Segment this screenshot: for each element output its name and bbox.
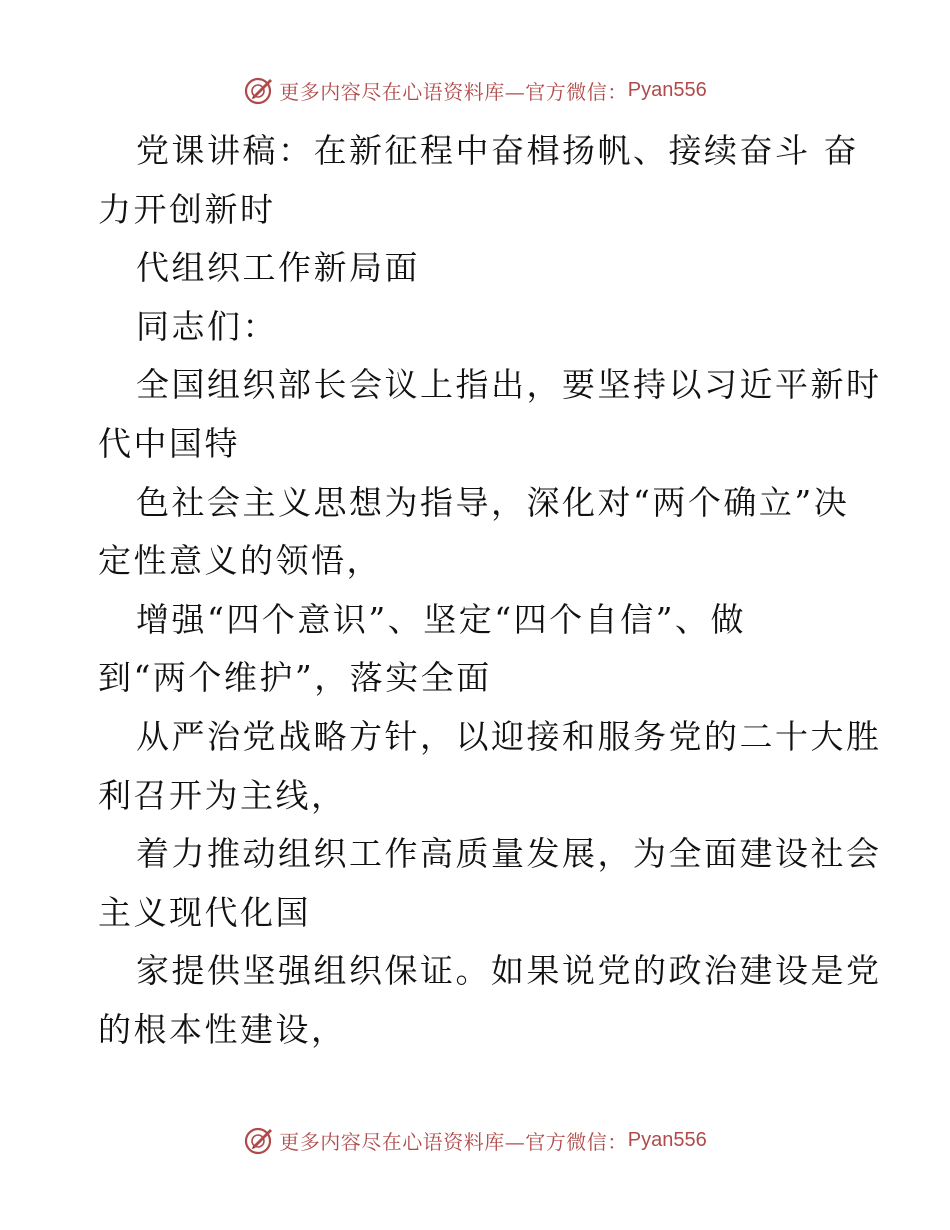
paragraph-line: 代中国特 [98,423,240,463]
paragraph-line: 从严治党战略方针，以迎接和服务党的二十大胜 [136,716,882,756]
quill-seal-icon [243,74,275,106]
banner-wechat-id: Pyan556 [627,78,707,101]
salutation: 同志们： [136,306,278,346]
paragraph-line: 到“两个维护”，落实全面 [98,658,492,698]
paragraph-line: 主义现代化国 [98,892,311,932]
header-banner [0,72,950,108]
paragraph-line: 增强“四个意识”、坚定“四个自信”、做 [136,599,746,639]
banner-text: 更多内容尽在心语资料库—官方微信： [279,79,628,104]
document-body [98,122,882,1060]
title-line: 党课讲稿：在新征程中奋楫扬帆、接续奋斗 奋 [136,131,859,170]
paragraph-line: 的根本性建设， [98,1009,347,1049]
paragraph-line: 着力推动组织工作高质量发展，为全面建设社会 [136,834,882,874]
banner-text: 更多内容尽在心语资料库—官方微信： [279,1129,628,1154]
banner-wechat-id: Pyan556 [627,1128,707,1151]
title-line: 力开创新时 [98,189,276,229]
footer-banner [0,1122,950,1158]
paragraph-line: 定性意义的领悟， [98,541,382,581]
paragraph-line: 家提供坚强组织保证。如果说党的政治建设是党 [136,951,882,991]
paragraph-line: 全国组织部长会议上指出，要坚持以习近平新时 [136,365,882,405]
quill-seal-icon [243,1124,275,1156]
paragraph-line: 利召开为主线， [98,775,347,815]
title-line: 代组织工作新局面 [136,248,420,288]
paragraph-line: 色社会主义思想为指导，深化对“两个确立”决 [136,482,850,522]
